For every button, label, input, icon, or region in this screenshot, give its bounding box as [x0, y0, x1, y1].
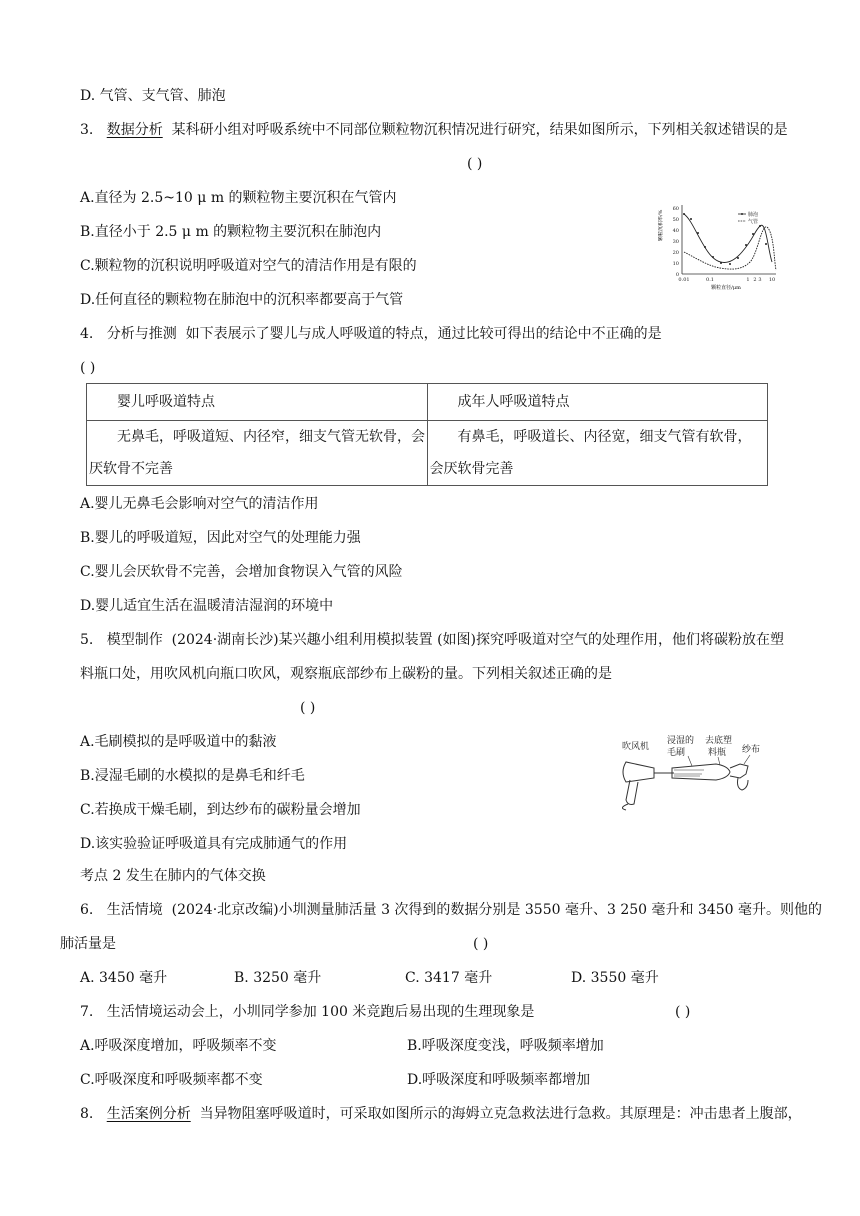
q3-chart-xlabel: 颗粒直径/μm — [711, 285, 741, 291]
q7-option-b: B.呼吸深度变浅，呼吸频率增加 — [407, 1038, 604, 1054]
q3-legend-alveoli: 肺泡 — [748, 212, 759, 218]
q5-label-brush: 毛刷 — [667, 748, 686, 758]
q3-deposition-chart — [658, 200, 783, 292]
q3-chart-ylabel: 颗粒沉积率/% — [658, 209, 664, 241]
q3-stem: 某科研小组对呼吸系统中不同部位颗粒物沉积情况进行研究，结果如图所示，下列相关叙述错误的是 — [171, 122, 788, 138]
q8-number: 8. — [80, 1106, 94, 1122]
q3-ytick: 60 — [672, 206, 679, 212]
q5-label-hair-dryer: 吹风机 — [622, 742, 650, 752]
table-cell-text: 会厌软骨完善 — [429, 461, 514, 477]
q5-option-d: D.该实验验证呼吸道具有完成肺通气的作用 — [80, 836, 348, 852]
q7-answer-paren: ( ) — [675, 1004, 691, 1020]
q4-stem: 如下表展示了婴儿与成人呼吸道的特点，通过比较可得出的结论中不正确的是 — [185, 326, 662, 342]
q3-ytick: 30 — [672, 239, 679, 245]
q3-legend-marker — [741, 213, 743, 215]
q6-number: 6. — [80, 902, 94, 918]
q3-stem-line — [80, 120, 788, 140]
q6-answer-paren: ( ) — [473, 936, 489, 952]
q6-option-d: D. 3550 毫升 — [571, 970, 659, 986]
q7-option-c: C.呼吸深度和呼吸频率都不变 — [80, 1072, 263, 1088]
q3-xtick: 0.01 — [678, 277, 690, 283]
q7-option-a: A.呼吸深度增加，呼吸频率不变 — [80, 1038, 277, 1054]
q5-stem-line2: 料瓶口处，用吹风机向瓶口吹风，观察瓶底部纱布上碳粉的量。下列相关叙述正确的是 — [80, 666, 612, 682]
q5-option-c: C.若换成干燥毛刷，到达纱布的碳粉量会增加 — [80, 802, 361, 818]
q4-option-b: B.婴儿的呼吸道短，因此对空气的处理能力强 — [80, 530, 361, 546]
q7-stem: 生活情境运动会上，小圳同学参加 100 米竞跑后易出现的生理现象是 — [106, 1004, 535, 1020]
table-row — [87, 421, 768, 486]
q7-option-d: D.呼吸深度和呼吸频率都增加 — [407, 1072, 591, 1088]
q4-tag: 分析与推测 — [106, 326, 177, 342]
q5-device-figure — [612, 730, 782, 812]
table-cell-infant — [87, 421, 428, 486]
q4-option-c: C.婴儿会厌软骨不完善，会增加食物误入气管的风险 — [80, 564, 403, 580]
q3-ytick: 10 — [672, 261, 679, 267]
table-row — [87, 384, 768, 421]
q5-label-wet: 浸湿的 — [667, 736, 695, 746]
q7-stem-line — [80, 1002, 534, 1022]
q6-stem-line — [80, 900, 822, 920]
q3-tag: 数据分析 — [106, 122, 163, 138]
q6-stem: (2024·北京改编)小圳测量肺活量 3 次得到的数据分别是 3550 毫升、3 250 毫升和 3450 毫升。则他的 — [171, 902, 823, 918]
q3-xtick: 0.1 — [706, 277, 714, 283]
q5-stem: (2024·湖南长沙)某兴趣小组利用模拟装置 (如图)探究呼吸道对空气的处理作用，他们将碳粉放在塑 — [171, 632, 784, 648]
q4-option-d: D.婴儿适宜生活在温暖清洁湿润的环境中 — [80, 598, 334, 614]
q4-comparison-table — [86, 383, 768, 486]
q8-stem: 当异物阻塞呼吸道时，可采取如图所示的海姆立克急救法进行急救。其原理是：冲击患者上腹部， — [199, 1106, 802, 1122]
q5-answer-paren: ( ) — [300, 700, 316, 716]
q3-ytick: 0 — [675, 272, 679, 278]
table-cell-adult — [427, 421, 768, 486]
q2-option-d: D. 气管、支气管、肺泡 — [80, 88, 226, 104]
q5-stem-line — [80, 630, 784, 650]
q5-option-b: B.浸湿毛刷的水模拟的是鼻毛和纤毛 — [80, 768, 305, 784]
table-cell-text: 有鼻毛，呼吸道长、内径宽，细支气管有软骨， — [457, 429, 752, 445]
q3-answer-paren: ( ) — [467, 156, 483, 172]
q6-option-b: B. 3250 毫升 — [234, 970, 322, 986]
q3-xtick: 1 — [746, 277, 750, 283]
bottle-icon — [654, 755, 750, 790]
q5-label-gauze: 纱布 — [742, 745, 761, 755]
q6-stem-line2: 肺活量是 — [60, 936, 116, 952]
q8-stem-line — [80, 1104, 802, 1124]
section-heading: 考点 2 发生在肺内的气体交换 — [80, 868, 266, 884]
q5-label-bottle2: 料瓶 — [708, 748, 727, 758]
q3-number: 3. — [80, 122, 94, 138]
q4-number: 4. — [80, 326, 94, 342]
q3-xtick: 3 — [758, 277, 762, 283]
table-cell-text: 厌软骨不完善 — [89, 461, 173, 477]
table-header-adult: 成年人呼吸道特点 — [427, 384, 768, 421]
q4-stem-line — [80, 324, 662, 344]
q5-label-bottle: 去底塑 — [705, 736, 733, 746]
q3-option-c: C.颗粒物的沉积说明呼吸道对空气的清洁作用是有限的 — [80, 258, 417, 274]
hair-dryer-icon — [622, 762, 654, 810]
q6-option-c: C. 3417 毫升 — [405, 970, 493, 986]
q3-alveoli-curve — [684, 214, 772, 263]
q8-tag: 生活案例分析 — [106, 1106, 191, 1122]
q3-option-b: B.直径小于 2.5 μ m 的颗粒物主要沉积在肺泡内 — [80, 224, 382, 240]
q5-number: 5. — [80, 632, 94, 648]
q6-tag: 生活情境 — [106, 902, 163, 918]
q3-legend-trachea: 气管 — [748, 219, 759, 225]
q4-option-a: A.婴儿无鼻毛会影响对空气的清洁作用 — [80, 496, 319, 512]
q3-ytick: 40 — [672, 228, 679, 234]
q3-xtick: 2 — [753, 277, 757, 283]
q5-tag: 模型制作 — [106, 632, 163, 648]
q3-ytick: 20 — [672, 250, 679, 256]
table-cell-text: 无鼻毛，呼吸道短、内径窄，细支气管无软骨，会 — [117, 429, 425, 445]
table-header-infant: 婴儿呼吸道特点 — [87, 384, 428, 421]
q6-option-a: A. 3450 毫升 — [80, 970, 168, 986]
q3-option-a: A.直径为 2.5~10 μ m 的颗粒物主要沉积在气管内 — [80, 190, 397, 206]
q7-number: 7. — [80, 1004, 94, 1020]
q4-answer-paren: ( ) — [80, 360, 96, 376]
q3-ytick: 50 — [672, 217, 679, 223]
q3-option-d: D.任何直径的颗粒物在肺泡中的沉积率都要高于气管 — [80, 292, 404, 308]
q3-xtick: 10 — [768, 277, 776, 283]
q5-option-a: A.毛刷模拟的是呼吸道中的黏液 — [80, 734, 277, 750]
